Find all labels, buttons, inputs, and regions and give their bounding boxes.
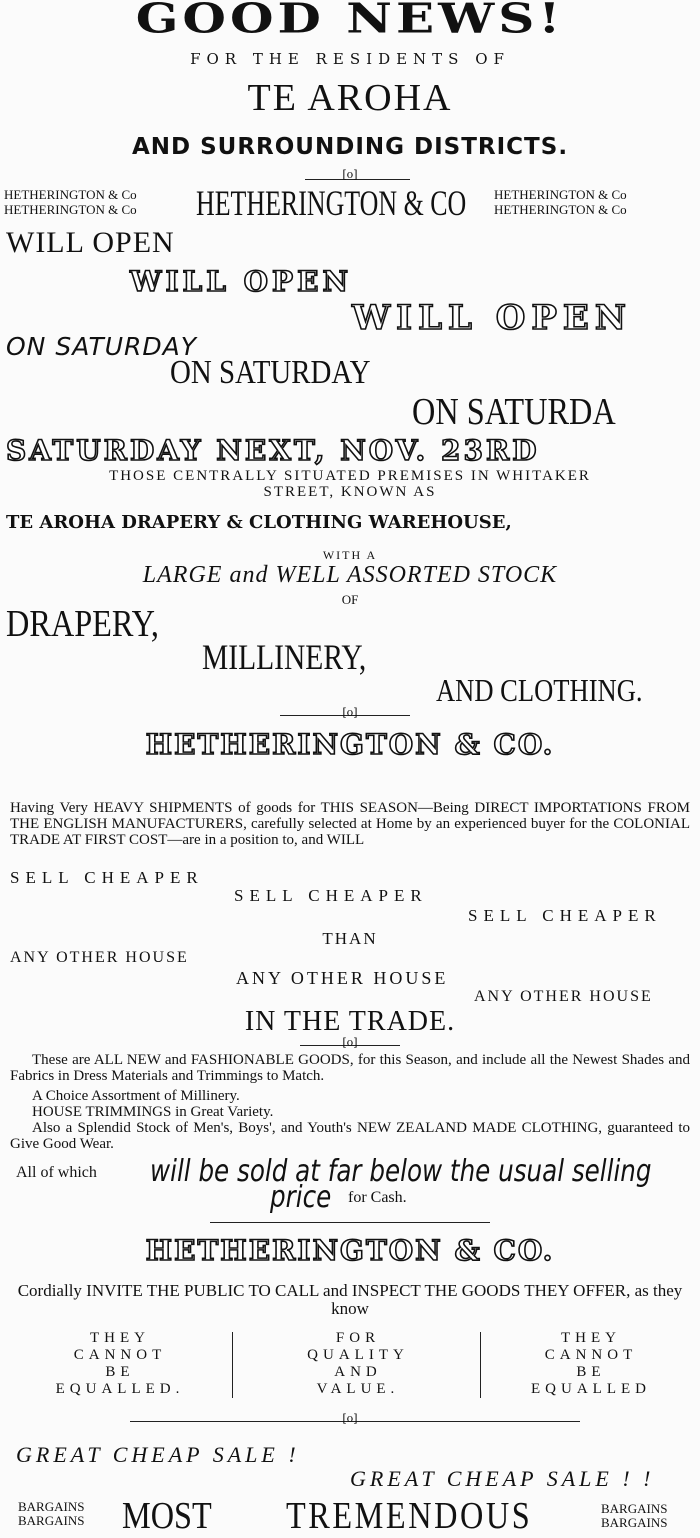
premises-line-2: STREET, KNOWN AS bbox=[263, 484, 437, 500]
bargains-left-2: BARGAINS bbox=[18, 1513, 85, 1528]
all-of-which: All of which bbox=[16, 1164, 97, 1181]
great-cheap-sale-2: GREAT CHEAP SALE ! ! bbox=[350, 1466, 655, 1491]
sell-cheaper-2: SELL CHEAPER bbox=[234, 886, 428, 905]
column-right-line: BE bbox=[576, 1364, 606, 1380]
column-center bbox=[240, 1330, 476, 1398]
column-left-line: THEY bbox=[90, 1330, 150, 1346]
column-right-line: CANNOT bbox=[544, 1347, 638, 1363]
firm-left-1: HETHERINGTON & Co bbox=[4, 187, 137, 202]
sell-cheaper-3: SELL CHEAPER bbox=[468, 906, 662, 925]
in-the-trade: IN THE TRADE. bbox=[244, 1006, 456, 1037]
tremendous: TREMENDOUS bbox=[286, 1495, 533, 1537]
firm-center: HETHERINGTON & CO bbox=[196, 183, 467, 223]
firm-right-1: HETHERINGTON & Co bbox=[494, 187, 627, 202]
column-divider-left bbox=[232, 1332, 233, 1398]
firm-left-2: HETHERINGTON & Co bbox=[4, 202, 137, 217]
header-divider: [o] bbox=[342, 168, 358, 181]
goods-line-2: A Choice Assortment of Millinery. bbox=[32, 1088, 240, 1104]
price: price bbox=[270, 1180, 332, 1215]
goods-line-4: Also a Splendid Stock of Men's, Boys', and Youth's NEW ZEALAND MADE CLOTHING, guaranteed to Give Good Wear. bbox=[10, 1120, 690, 1152]
saturday-next-date: SATURDAY NEXT, NOV. 23RD bbox=[6, 434, 540, 467]
will-open-2: WILL OPEN bbox=[130, 265, 353, 298]
goods-line-3: HOUSE TRIMMINGS in Great Variety. bbox=[32, 1104, 274, 1120]
column-left-line: BE bbox=[105, 1364, 135, 1380]
any-other-house-3: ANY OTHER HOUSE bbox=[474, 988, 653, 1005]
bargains-right-1: BARGAINS bbox=[601, 1501, 668, 1516]
for-cash: for Cash. bbox=[348, 1189, 407, 1206]
large-stock: LARGE and WELL ASSORTED STOCK bbox=[142, 562, 558, 588]
millinery: MILLINERY, bbox=[202, 637, 367, 677]
bargains-left-1: BARGAINS bbox=[18, 1499, 85, 1514]
with-a: WITH A bbox=[322, 548, 378, 562]
saturday-3: ON SATURDA bbox=[412, 391, 616, 433]
most: MOST bbox=[122, 1495, 212, 1537]
than: THAN bbox=[322, 929, 378, 948]
stock-divider: [o] bbox=[342, 706, 358, 719]
column-left-line: EQUALLED. bbox=[55, 1381, 185, 1397]
column-right bbox=[486, 1330, 696, 1398]
town-name: TE AROHA bbox=[247, 77, 453, 119]
of-line: OF bbox=[341, 592, 359, 607]
goods-line-1: These are ALL NEW and FASHIONABLE GOODS, for this Season, and include all the Newest Shades and Fabrics in Dress Materials and Trimmings to Match. bbox=[10, 1052, 690, 1084]
below-usual-price: will be sold at far below the usual selling bbox=[150, 1154, 652, 1189]
column-center-line: QUALITY bbox=[307, 1347, 409, 1363]
will-open-1: WILL OPEN bbox=[6, 226, 175, 259]
great-cheap-sale-1: GREAT CHEAP SALE ! bbox=[16, 1442, 300, 1467]
any-other-house-2: ANY OTHER HOUSE bbox=[236, 968, 449, 988]
column-center-line: AND bbox=[334, 1364, 382, 1380]
and-clothing: AND CLOTHING. bbox=[436, 672, 643, 708]
districts-line: AND SURROUNDING DISTRICTS. bbox=[131, 134, 569, 160]
premises-line-1: THOSE CENTRALLY SITUATED PREMISES IN WHITAKER bbox=[109, 468, 591, 484]
column-center-line: FOR bbox=[335, 1330, 381, 1346]
column-left-line: CANNOT bbox=[73, 1347, 167, 1363]
invite-text: Cordially INVITE THE PUBLIC TO CALL and INSPECT THE GOODS THEY OFFER, as they know bbox=[17, 1281, 683, 1318]
shipments-paragraph: Having Very HEAVY SHIPMENTS of goods for THIS SEASON—Being DIRECT IMPORTATIONS FROM THE ENGLISH MANUFACTURERS, carefully selected at Home by an experienced buyer for the COLONIAL TRADE AT FIRST COST—are in a position to, and WILL bbox=[10, 800, 690, 848]
column-divider-right bbox=[480, 1332, 481, 1398]
column-left bbox=[10, 1330, 230, 1398]
good-news-headline: GOOD NEWS! bbox=[135, 0, 565, 43]
firm-heading-2: HETHERINGTON & CO. bbox=[145, 1234, 555, 1267]
warehouse-name: TE AROHA DRAPERY & CLOTHING WAREHOUSE, bbox=[6, 512, 512, 533]
column-right-line: THEY bbox=[561, 1330, 621, 1346]
trade-divider: [o] bbox=[342, 1036, 358, 1049]
sell-cheaper-1: SELL CHEAPER bbox=[10, 868, 204, 887]
will-open-3: WILL OPEN bbox=[352, 298, 632, 338]
any-other-house-1: ANY OTHER HOUSE bbox=[10, 949, 189, 966]
saturday-2: ON SATURDAY bbox=[170, 354, 371, 391]
column-center-line: VALUE. bbox=[316, 1381, 400, 1397]
firm-right-2: HETHERINGTON & Co bbox=[494, 202, 627, 217]
invite-top-rule bbox=[210, 1222, 490, 1223]
bargains-right-2: BARGAINS bbox=[601, 1515, 668, 1530]
drapery: DRAPERY, bbox=[6, 603, 159, 645]
sale-divider: [o] bbox=[342, 1412, 358, 1425]
saturday-1: ON SATURDAY bbox=[6, 332, 198, 361]
firm-heading-1: HETHERINGTON & CO. bbox=[145, 728, 555, 761]
column-right-line: EQUALLED bbox=[531, 1381, 651, 1397]
for-residents-line: FOR THE RESIDENTS OF bbox=[190, 50, 510, 68]
